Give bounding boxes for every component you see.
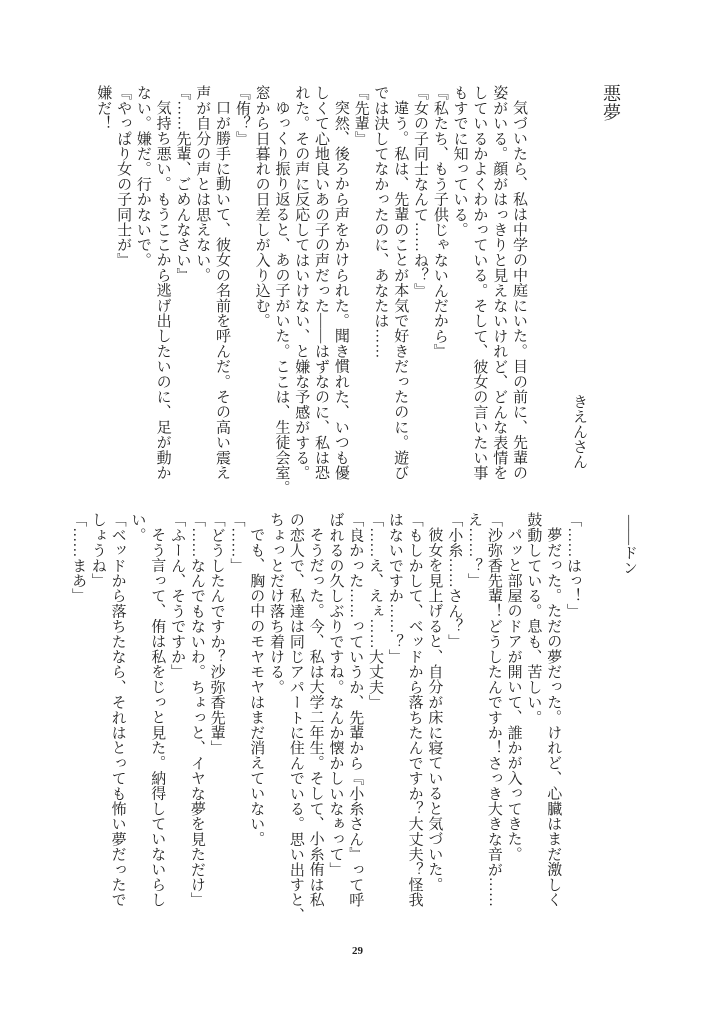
text-line: 「……はっ！」 — [565, 512, 581, 619]
text-line: しょうね」 — [89, 512, 106, 588]
text-line: 気持ち悪い。もうここから逃げ出したいのに、足が動か — [154, 100, 171, 481]
text-line: では決してなかったのに、あなたは…… — [372, 85, 389, 359]
text-line: 「……なんでもないわ。ちょっと、イヤな夢を見ただけ」 — [188, 512, 205, 908]
text-line: 「……え、えぇ……大丈夫」 — [367, 512, 384, 710]
text-block-dream — [92, 85, 528, 495]
text-line: 『侑？』 — [233, 85, 250, 146]
page-number: 29 — [352, 945, 363, 957]
text-line: 『……先輩、ごめんなさい』 — [174, 85, 191, 283]
text-line: 「どうしたんですか？沙弥香先輩」 — [208, 512, 225, 756]
text-line: ちょっとだけ落ち着ける。 — [268, 512, 285, 695]
text-line: しくて心地良いあの子の声だった——はずなのに、私は恐 — [313, 85, 330, 481]
text-line: ばれるの久しぶりですね。なんか懐かしいなぁって」 — [327, 512, 344, 877]
text-line: 「……」 — [228, 512, 245, 573]
text-line: い。 — [129, 512, 146, 543]
text-line: 「小糸……さん？」 — [446, 512, 463, 649]
text-line: 気づいたら、私は中学の中庭にいた。目の前に、先輩の — [511, 100, 527, 481]
text-block-awake — [67, 512, 582, 922]
text-line: 夢だった。ただの夢だった。けれど、心臓はまだ激しく — [545, 527, 562, 908]
author-name: きえんさん — [571, 394, 587, 469]
text-line: でも、胸の中のモヤモヤはまだ消えていない。 — [248, 527, 265, 847]
text-line: 鼓動している。息も、苦しい。 — [525, 512, 542, 725]
text-line: 『女の子同士なんて……ね？』 — [412, 85, 429, 298]
story-title: 悪夢 — [601, 84, 621, 122]
text-line: そう言って、侑は私をじっと見た。納得していないらし — [149, 527, 166, 908]
text-line: 『やっぱり女の子同士が』 — [115, 85, 132, 268]
text-line: しているかよくわかっている。そして、彼女の言いたい事 — [471, 85, 488, 481]
text-line: はないですか……？」 — [386, 512, 403, 664]
text-line: の恋人で、私達は同じアパートに住んでいる。思い出すと、 — [287, 512, 304, 923]
sound-effect: ——ドン — [621, 515, 637, 575]
text-line: れた。その声に反応してはいけない、と嫌な予感がする。 — [293, 85, 310, 481]
text-line: 彼女を見上げると、自分が床に寝ていると気づいた。 — [426, 527, 443, 892]
text-line: 「良かった……っていうか、先輩から『小糸さん』って呼 — [347, 512, 364, 908]
text-line: パッと部屋のドアが開いて、誰かが入ってきた。 — [505, 527, 522, 862]
text-line: 「沙弥香先輩！どうしたんですか！さっき大きな音が…… — [485, 512, 502, 908]
text-line: 突然、後ろから声をかけられた。聞き慣れた、いつも優 — [332, 100, 349, 481]
text-line: 嫌だ！ — [95, 85, 112, 131]
text-line: ゆっくり振り返ると、あの子がいた。ここは、生徒会室。 — [273, 100, 290, 496]
text-line: もすでに知っている。 — [451, 85, 468, 237]
text-line: 「もしかして、ベッドから落ちたんですか？大丈夫？怪我 — [406, 512, 423, 908]
text-line: え……？」 — [466, 512, 483, 588]
text-line: 『先輩』 — [352, 85, 369, 146]
text-line: 違う。私は、先輩のことが本気で好きだったのに。遊び — [392, 100, 409, 481]
text-line: ない。嫌だ。行かないで。 — [134, 85, 151, 268]
text-line: 「ふーん、そうですか」 — [169, 512, 186, 680]
text-line: 姿がいる。顔がはっきりと見えないけれど、どんな表情を — [491, 85, 508, 481]
text-line: 声が自分の声とは思えない。 — [194, 85, 211, 283]
text-line: 「ベッドから落ちたなら、それはとっても怖い夢だったで — [109, 512, 126, 908]
text-line: 口が勝手に動いて、彼女の名前を呼んだ。その高い震え — [214, 100, 231, 481]
text-line: 窓から日暮れの日差しが入り込む。 — [253, 85, 270, 329]
text-line: 「……まあ」 — [70, 512, 87, 604]
text-line: そうだった。今、私は大学二年生。そして、小糸侑は私 — [307, 527, 324, 908]
text-line: 『私たち、もう子供じゃないんだから』 — [431, 85, 448, 359]
